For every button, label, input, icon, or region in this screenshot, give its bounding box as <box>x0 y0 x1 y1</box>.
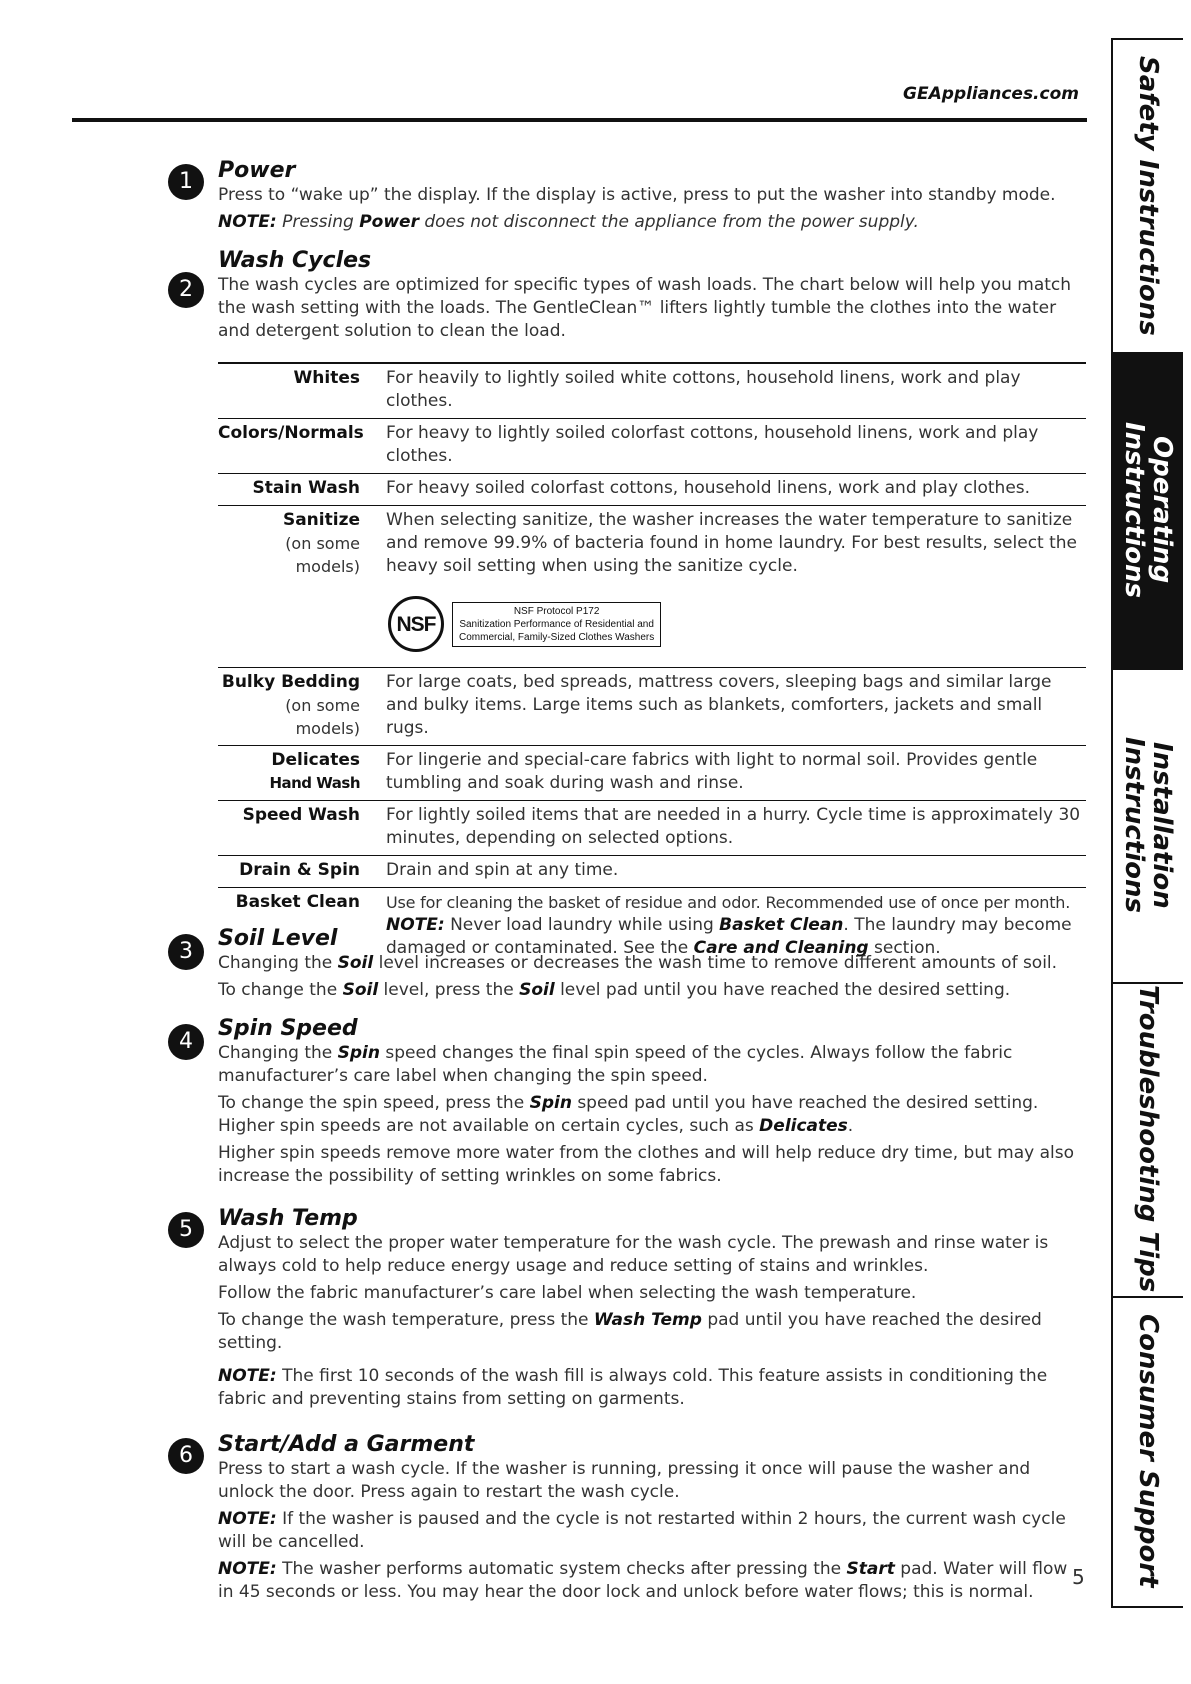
section-spin-speed <box>218 1016 1080 1192</box>
tab-operating-instructions[interactable]: Operating Instructions <box>1113 352 1183 670</box>
step-number-2: 2 <box>168 272 204 308</box>
step-number-1: 1 <box>168 164 204 200</box>
section-note: NOTE: The washer performs automatic system checks after pressing the Start pad. Water will flow in 45 seconds or less. You may hear the door lock and unlock before water flows; this is normal. <box>218 1559 1068 1602</box>
section-text: Follow the fabric manufacturer’s care label when selecting the wash temperature. <box>218 1283 917 1303</box>
step-number-3: 3 <box>168 934 204 970</box>
table-row <box>218 801 1086 856</box>
cycle-name: Delicates <box>271 750 360 770</box>
table-row <box>218 474 1086 506</box>
tab-troubleshooting-tips[interactable]: Troubleshooting Tips <box>1113 982 1183 1298</box>
cycle-name: Speed Wash <box>242 805 360 825</box>
section-note: NOTE: If the washer is paused and the cycle is not restarted within 2 hours, the current wash cycle will be cancelled. <box>218 1509 1066 1552</box>
header-rule <box>72 118 1087 122</box>
section-title: Start/Add a Garment <box>218 1432 475 1457</box>
tab-safety-instructions[interactable]: Safety Instructions <box>1113 40 1183 354</box>
cycle-name: Colors/Normals <box>218 423 364 443</box>
cycle-description: For large coats, bed spreads, mattress covers, sleeping bags and similar large and bulky items. Large items such as blankets, comforters, jackets and small rugs. <box>386 672 1052 738</box>
cycle-name: Bulky Bedding <box>221 672 360 692</box>
cycle-name: Drain & Spin <box>239 860 360 880</box>
section-note: NOTE: The first 10 seconds of the wash fill is always cold. This feature assists in conditioning the fabric and preventing stains from setting on garments. <box>218 1366 1048 1409</box>
nsf-protocol-box: NSF Protocol P172 Sanitization Performance of Residential and Commercial, Family-Sized Clothes Washers <box>452 602 661 647</box>
cycle-availability: (on some models) <box>285 696 360 738</box>
section-wash-cycles <box>218 248 1080 347</box>
step-number-6: 6 <box>168 1438 204 1474</box>
section-start-add-garment <box>218 1432 1080 1608</box>
section-title: Soil Level <box>218 926 338 951</box>
site-url: GEAppliances.com <box>903 84 1079 104</box>
cycle-name: Sanitize <box>282 510 360 530</box>
section-text: Press to “wake up” the display. If the display is active, press to put the washer into standby mode. <box>218 185 1056 205</box>
section-wash-temp <box>218 1206 1080 1415</box>
cycle-availability: (on some models) <box>285 534 360 576</box>
section-tabs <box>1111 38 1183 1608</box>
cycle-description: For heavy to lightly soiled colorfast cottons, household linens, work and play clothes. <box>386 423 1039 466</box>
section-text: The wash cycles are optimized for specific types of wash loads. The chart below will help you match the wash setting with the loads. The GentleClean™ lifters lightly tumble the clothes into the water and detergent solution to clean the load. <box>218 275 1072 341</box>
section-text: To change the wash temperature, press the Wash Temp pad until you have reached the desired setting. <box>218 1310 1042 1353</box>
page-number: 5 <box>1072 1565 1085 1589</box>
cycle-description: Drain and spin at any time. <box>386 860 619 880</box>
wash-cycles-table <box>218 362 1086 965</box>
step-number-5: 5 <box>168 1212 204 1248</box>
step-number-4: 4 <box>168 1024 204 1060</box>
section-text: Press to start a wash cycle. If the washer is running, pressing it once will pause the washer and unlock the door. Press again to restart the wash cycle. <box>218 1459 1031 1502</box>
table-row <box>218 668 1086 746</box>
section-power <box>218 158 1080 238</box>
table-row <box>218 506 1086 668</box>
tab-installation-instructions[interactable]: Installation Instructions <box>1113 668 1183 984</box>
section-title: Power <box>218 158 296 183</box>
table-row <box>218 419 1086 474</box>
section-title: Wash Cycles <box>218 248 372 273</box>
section-text: Adjust to select the proper water temperature for the wash cycle. The prewash and rinse water is always cold to help reduce energy usage and reduce setting of stains and wrinkles. <box>218 1233 1049 1276</box>
section-text: To change the Soil level, press the Soil level pad until you have reached the desired setting. <box>218 980 1011 1000</box>
section-soil-level <box>218 926 1080 1006</box>
cycle-description: Use for cleaning the basket of residue and odor. Recommended use of once per month. <box>386 893 1071 912</box>
cycle-description: When selecting sanitize, the washer increases the water temperature to sanitize and remove 99.9% of bacteria found in home laundry. For best results, select the heavy soil setting when using the sanitize cycle. <box>386 510 1078 576</box>
cycle-description: For lingerie and special-care fabrics with light to normal soil. Provides gentle tumbling and soak during wash and rinse. <box>386 750 1038 793</box>
cycle-description: For heavy soiled colorfast cottons, household linens, work and play clothes. <box>386 478 1031 498</box>
table-row <box>218 746 1086 801</box>
nsf-certification <box>388 596 1086 652</box>
cycle-name: Stain Wash <box>252 478 360 498</box>
cycle-name: Basket Clean <box>235 892 360 912</box>
section-text: To change the spin speed, press the Spin speed pad until you have reached the desired setting. Higher spin speeds are not available on certain cycles, such as Delicates. <box>218 1093 1039 1136</box>
tab-consumer-support[interactable]: Consumer Support <box>1133 1314 1163 1588</box>
section-note: NOTE: Pressing Power does not disconnect the appliance from the power supply. <box>218 212 919 232</box>
cycle-description: For heavily to lightly soiled white cottons, household linens, work and play clothes. <box>386 368 1021 411</box>
cycle-subname: Hand Wash <box>269 774 360 792</box>
cycle-name: Whites <box>293 368 360 388</box>
section-text: Higher spin speeds remove more water from the clothes and will help reduce dry time, but may also increase the possibility of setting wrinkles on some fabrics. <box>218 1143 1075 1186</box>
cycle-description: For lightly soiled items that are needed in a hurry. Cycle time is approximately 30 minutes, depending on selected options. <box>386 805 1081 848</box>
nsf-logo: NSF <box>388 596 444 652</box>
table-row <box>218 364 1086 419</box>
cycle-note: NOTE: Never load laundry while using Basket Clean. The laundry may become damaged or contaminated. See the Care and Cleaning section. <box>386 915 1072 958</box>
section-title: Spin Speed <box>218 1016 358 1041</box>
table-row <box>218 856 1086 888</box>
section-text: Changing the Spin speed changes the final spin speed of the cycles. Always follow the fabric manufacturer’s care label when changing the spin speed. <box>218 1043 1013 1086</box>
section-title: Wash Temp <box>218 1206 358 1231</box>
section-text: Changing the Soil level increases or decreases the wash time to remove different amounts of soil. <box>218 953 1058 973</box>
